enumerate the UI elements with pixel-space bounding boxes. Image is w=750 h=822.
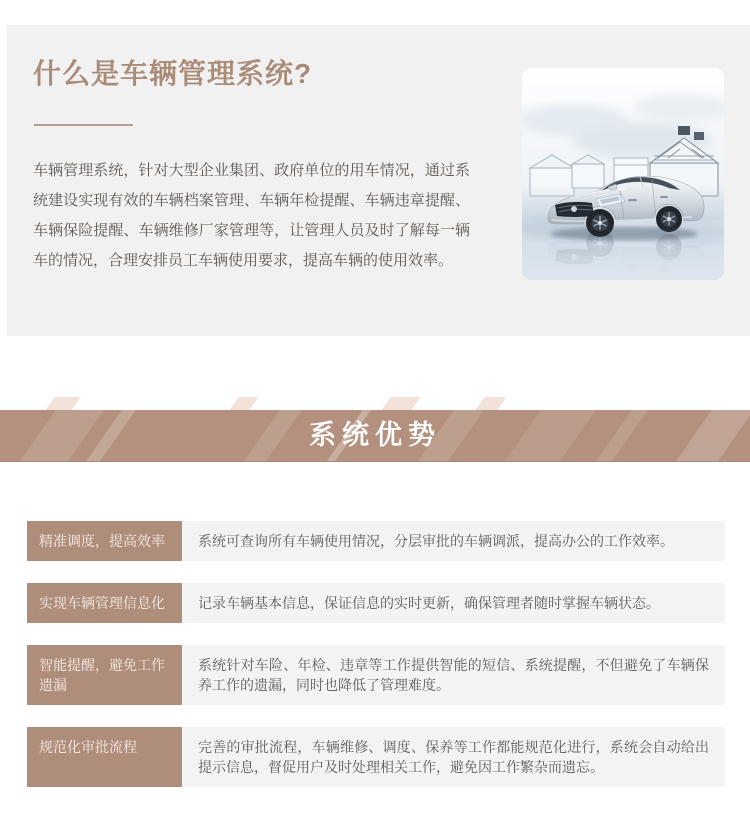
intro-section xyxy=(7,25,750,336)
banner-accent-streak xyxy=(475,397,506,410)
advantage-description: 记录车辆基本信息，保证信息的实时更新，确保管理者随时掌握车辆状态。 xyxy=(182,583,725,623)
advantage-row xyxy=(27,645,725,705)
advantage-label: 精准调度，提高效率 xyxy=(27,521,182,561)
page-title: 什么是车辆管理系统? xyxy=(33,58,313,89)
banner-accent-streak xyxy=(381,397,420,410)
banner-accent-streak xyxy=(45,397,80,410)
car-illustration xyxy=(522,68,724,280)
advantage-description: 系统针对车险、年检、违章等工作提供智能的短信、系统提醒，不但避免了车辆保养工作的遗漏，同时也降低了管理难度。 xyxy=(182,645,725,705)
advantages-list xyxy=(27,521,725,787)
advantage-description: 系统可查询所有车辆使用情况，分层审批的车辆调派，提高办公的工作效率。 xyxy=(182,521,725,561)
intro-paragraph: 车辆管理系统，针对大型企业集团、政府单位的用车情况，通过系统建设实现有效的车辆档案管理、车辆年检提醒、车辆违章提醒、车辆保险提醒、车辆维修厂家管理等，让管理人员及时了解每一辆车的情况，合理安排员工车辆使用要求，提高车辆的使用效率。 xyxy=(33,162,470,269)
advantage-row xyxy=(27,521,725,561)
silver-sedan-icon xyxy=(522,68,724,280)
advantage-label: 实现车辆管理信息化 xyxy=(27,583,182,623)
advantage-label: 规范化审批流程 xyxy=(27,727,182,787)
advantage-row xyxy=(27,583,725,623)
advantage-row xyxy=(27,727,725,787)
banner-accent-streak xyxy=(229,397,258,410)
advantage-description: 完善的审批流程，车辆维修、调度、保养等工作都能规范化进行，系统会自动给出提示信息，督促用户及时处理相关工作，避免因工作繁杂而遗忘。 xyxy=(182,727,725,787)
title-divider xyxy=(34,124,133,126)
banner-title: 系统优势 xyxy=(309,420,441,450)
advantage-label: 智能提醒，避免工作遗漏 xyxy=(27,645,182,705)
advantages-banner xyxy=(0,410,750,462)
